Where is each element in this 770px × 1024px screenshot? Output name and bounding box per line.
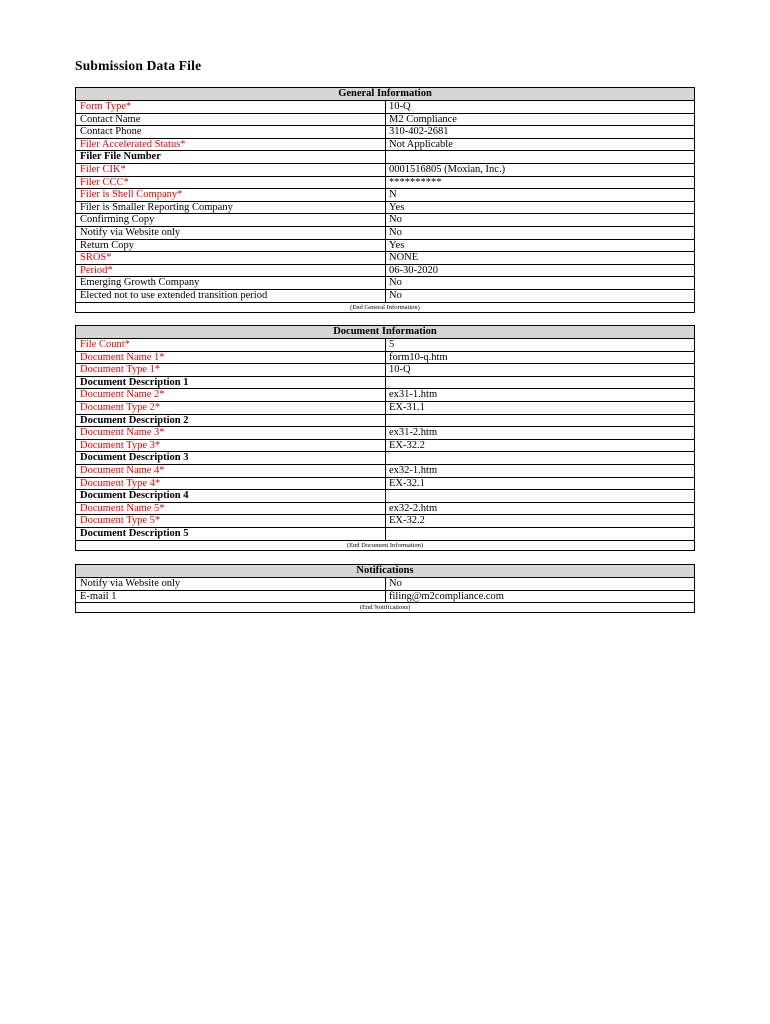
field-value: EX-32.2: [389, 439, 425, 451]
table-row: [76, 427, 694, 440]
field-label: Document Type 5*: [76, 515, 386, 527]
field-label: Filer is Smaller Reporting Company: [76, 202, 386, 214]
field-label: Filer CCC*: [76, 177, 386, 189]
field-value: EX-32.2: [389, 515, 425, 527]
field-label: Document Name 4*: [76, 465, 386, 477]
field-value: [386, 490, 694, 502]
field-value: ex32-1.htm: [389, 464, 438, 476]
table-row: [76, 139, 694, 152]
field-label: Document Description 1: [76, 377, 386, 389]
field-value: 5: [389, 339, 395, 350]
document-information-section: [75, 325, 695, 551]
field-value: No: [389, 226, 402, 238]
table-row: [76, 352, 694, 365]
field-value: [386, 452, 694, 464]
section-header: General Information: [76, 88, 694, 101]
field-label: Document Name 3*: [76, 427, 386, 439]
table-row: [76, 503, 694, 516]
field-label: Document Name 2*: [76, 389, 386, 401]
table-row: [76, 415, 694, 428]
table-row: [76, 189, 694, 202]
table-row: [76, 402, 694, 415]
field-label: Document Description 5: [76, 528, 386, 540]
table-row: [76, 240, 694, 253]
section-footer: (End General Information): [350, 303, 420, 311]
field-value: 10-Q: [389, 101, 411, 112]
field-value: Yes: [389, 201, 405, 213]
page-title: Submission Data File: [75, 58, 202, 73]
field-label: Filer Accelerated Status*: [76, 139, 386, 151]
table-row: [76, 164, 694, 177]
field-label: Filer is Shell Company*: [76, 189, 386, 201]
field-label: Confirming Copy: [76, 214, 386, 226]
field-value: ex31-2.htm: [389, 427, 438, 439]
field-value: M2 Compliance: [389, 113, 457, 125]
field-value: No: [389, 289, 402, 301]
field-label: Return Copy: [76, 240, 386, 252]
table-row: [76, 227, 694, 240]
field-label: Contact Phone: [76, 126, 386, 138]
section-footer: (End Notifications): [359, 604, 411, 612]
field-label: Form Type*: [76, 101, 386, 113]
field-value: 06-30-2020: [389, 264, 438, 276]
field-value: No: [389, 214, 402, 226]
table-row: [76, 591, 694, 604]
field-value: 10-Q: [389, 364, 411, 376]
field-label: Contact Name: [76, 114, 386, 126]
field-value: ex31-1.htm: [389, 389, 438, 401]
field-value: **********: [389, 176, 442, 188]
table-row: [76, 377, 694, 390]
section-footer: (End Document Information): [346, 541, 424, 549]
field-label: Document Description 2: [76, 415, 386, 427]
table-row: [76, 364, 694, 377]
table-row: [76, 202, 694, 215]
field-label: Document Description 3: [76, 452, 386, 464]
field-label: Document Name 5*: [76, 503, 386, 515]
field-value: N: [389, 189, 397, 201]
field-value: [386, 528, 694, 540]
field-value: ex32-2.htm: [389, 502, 438, 514]
table-row: [76, 478, 694, 491]
table-row: [76, 252, 694, 265]
field-label: SROS*: [76, 252, 386, 264]
field-label: Filer CIK*: [76, 164, 386, 176]
notifications-section: [75, 564, 695, 613]
field-label: Document Type 3*: [76, 440, 386, 452]
field-value: 0001516805 (Moxian, Inc.): [389, 163, 506, 175]
field-value: NONE: [389, 252, 419, 264]
field-label: Elected not to use extended transition period: [76, 290, 386, 302]
field-value: [386, 377, 694, 389]
table-row: [76, 490, 694, 503]
table-row: [76, 277, 694, 290]
field-label: Document Description 4: [76, 490, 386, 502]
field-value: EX-31.1: [389, 401, 425, 413]
table-row: [76, 290, 694, 303]
field-label: Document Name 1*: [76, 352, 386, 364]
table-row: [76, 389, 694, 402]
table-row: [76, 214, 694, 227]
field-label: Document Type 1*: [76, 364, 386, 376]
field-label: Period*: [76, 265, 386, 277]
field-value: filing@m2compliance.com: [389, 590, 504, 602]
table-row: [76, 339, 694, 352]
field-label: Filer File Number: [76, 151, 386, 163]
field-value: 310-402-2681: [389, 126, 449, 138]
table-row: [76, 440, 694, 453]
table-row: [76, 114, 694, 127]
field-value: No: [389, 578, 402, 589]
field-label: Notify via Website only: [76, 227, 386, 239]
field-label: E-mail 1: [76, 591, 386, 603]
field-label: Emerging Growth Company: [76, 277, 386, 289]
field-value: Not Applicable: [389, 138, 453, 150]
general-information-section: [75, 87, 695, 313]
table-row: [76, 151, 694, 164]
table-row: [76, 578, 694, 591]
field-label: File Count*: [76, 339, 386, 351]
table-row: [76, 452, 694, 465]
field-label: Document Type 4*: [76, 478, 386, 490]
section-header: Notifications: [76, 565, 694, 578]
table-row: [76, 528, 694, 541]
table-row: [76, 515, 694, 528]
field-value: Yes: [389, 239, 405, 251]
section-header: Document Information: [76, 326, 694, 339]
field-value: form10-q.htm: [389, 351, 448, 363]
field-label: Notify via Website only: [76, 578, 386, 590]
field-value: EX-32.1: [389, 477, 425, 489]
field-value: [386, 151, 694, 163]
table-row: [76, 101, 694, 114]
table-row: [76, 465, 694, 478]
table-row: [76, 126, 694, 139]
field-value: [386, 415, 694, 427]
field-label: Document Type 2*: [76, 402, 386, 414]
field-value: No: [389, 277, 402, 289]
table-row: [76, 177, 694, 190]
table-row: [76, 265, 694, 278]
